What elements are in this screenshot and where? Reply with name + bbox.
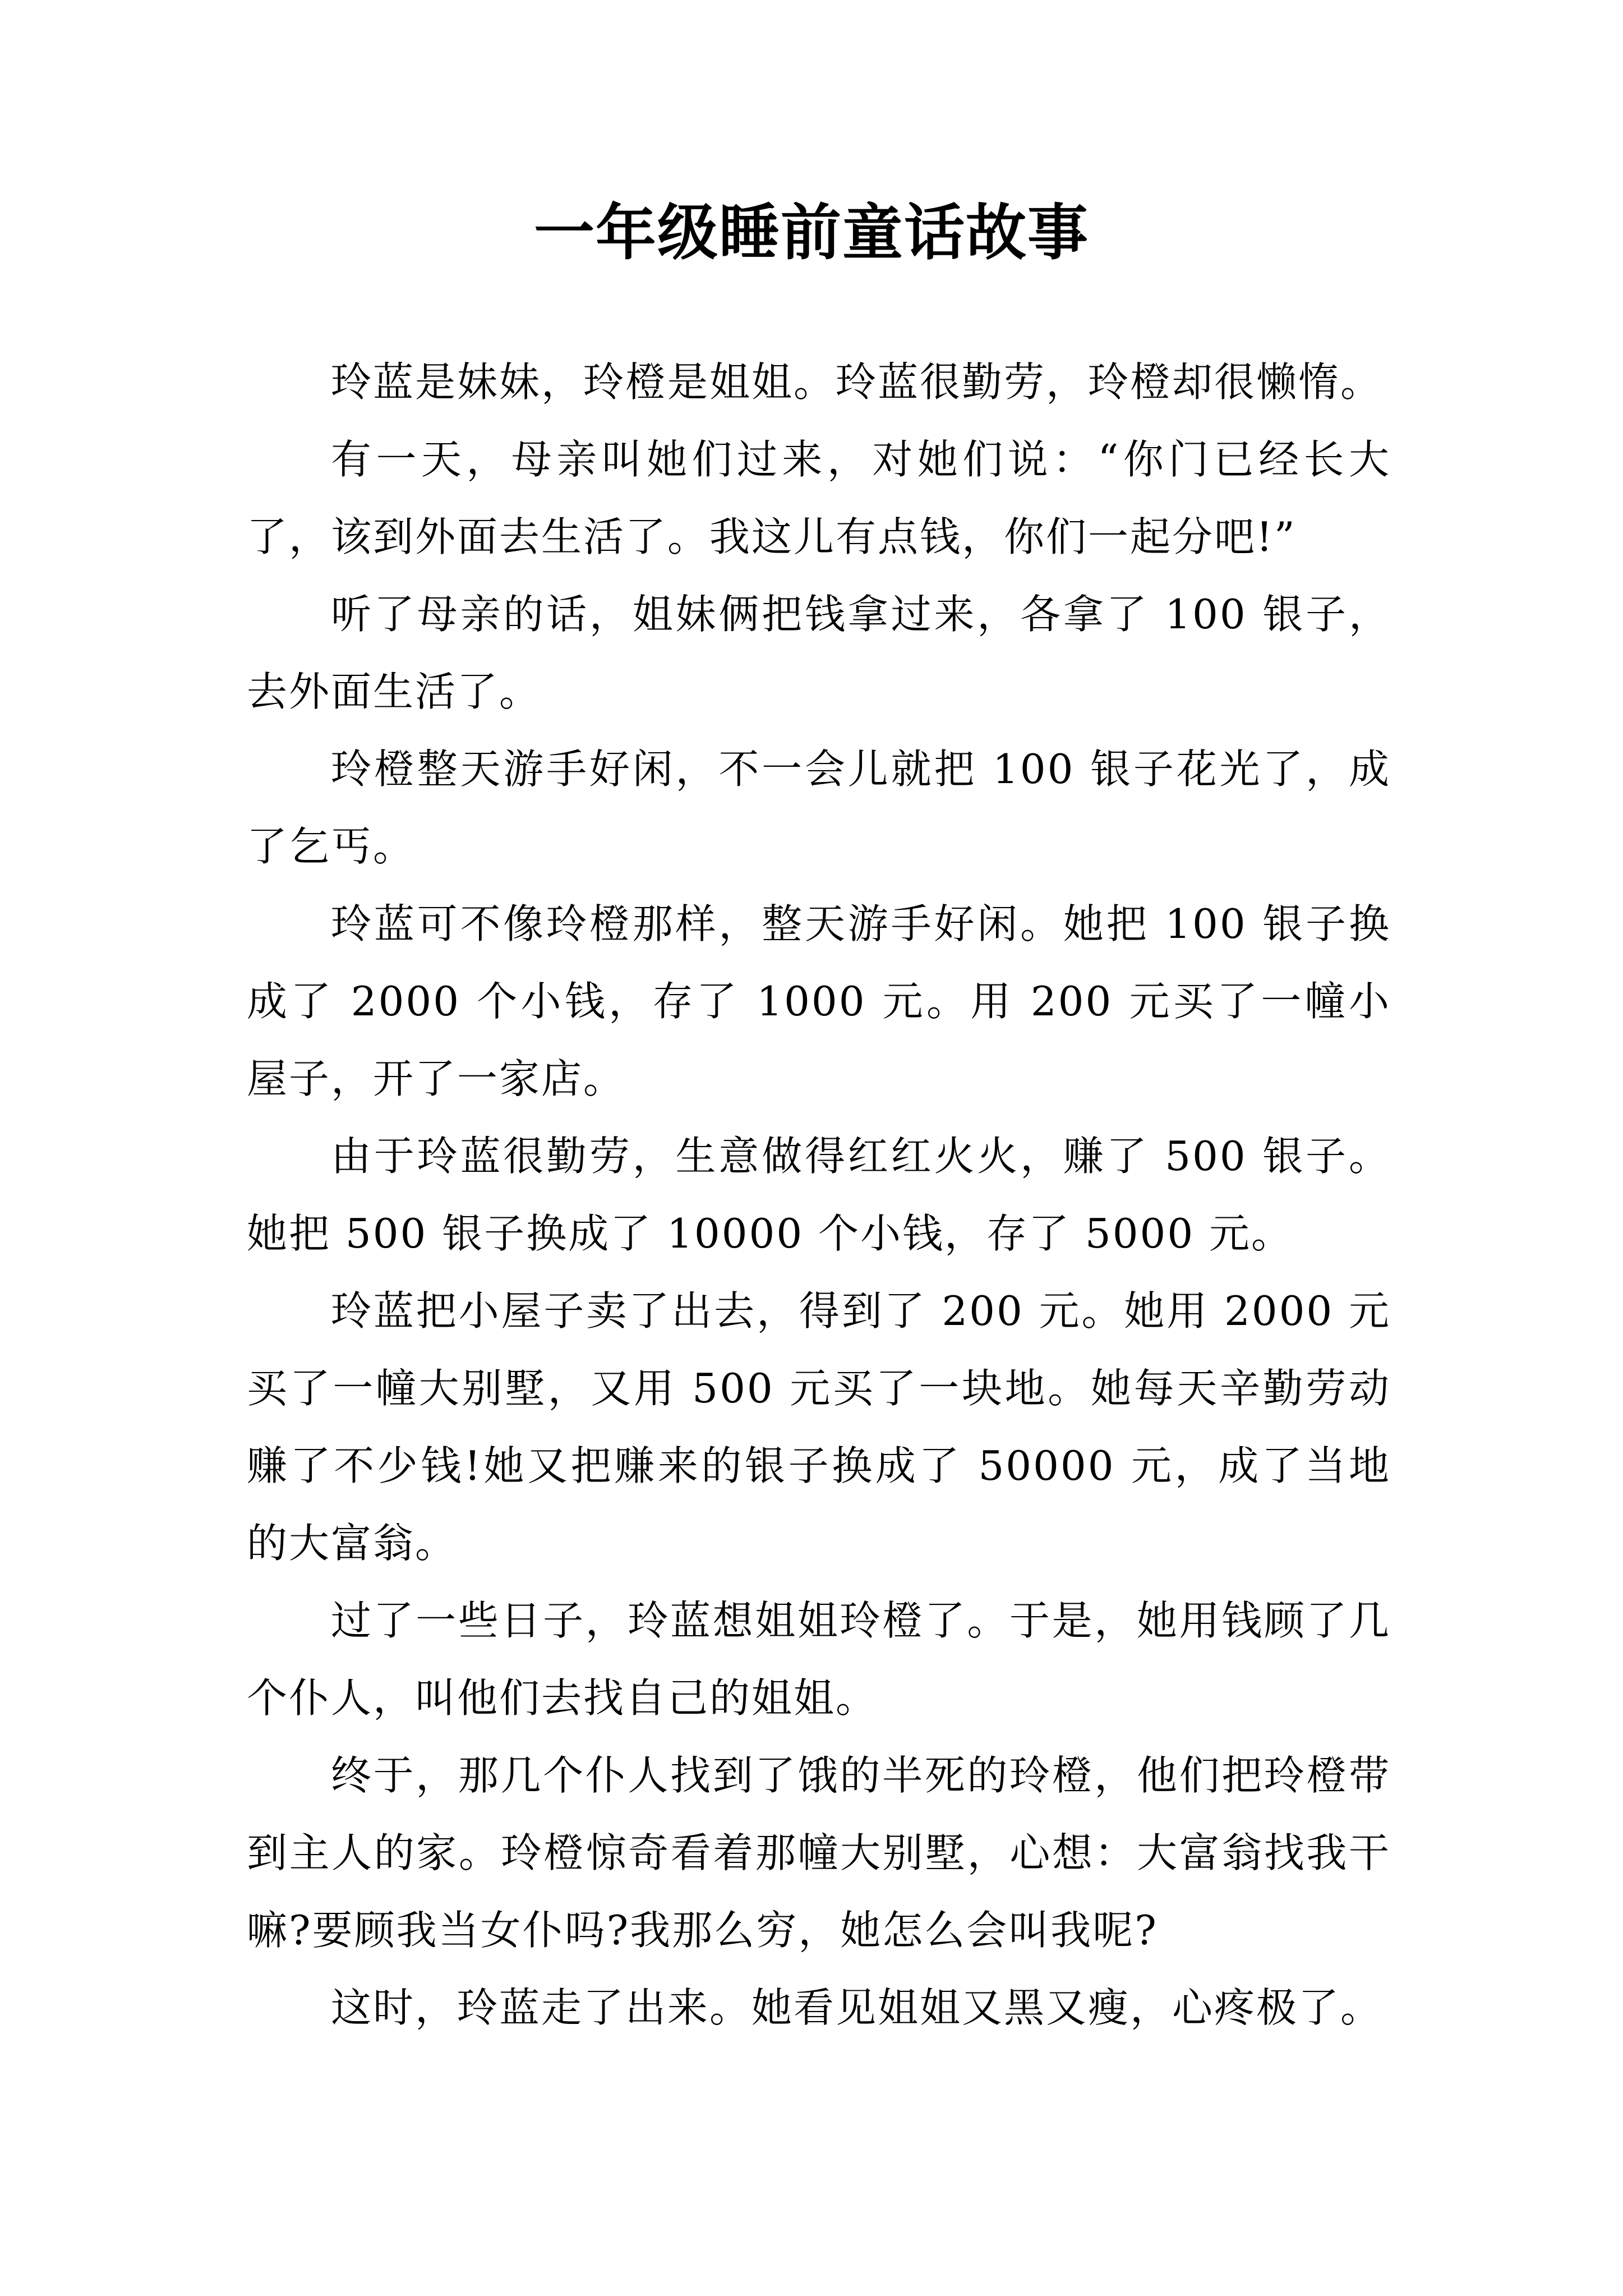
paragraph: 玲蓝是妹妹，玲橙是姐姐。玲蓝很勤劳，玲橙却很懒惰。 [331, 358, 1383, 406]
paragraph: 听了母亲的话，姐妹俩把钱拿过来，各拿了 100 银子，去外面生活了。 [247, 591, 1391, 715]
paragraph: 这时，玲蓝走了出来。她看见姐姐又黑又瘦，心疼极了。 [331, 1984, 1383, 2031]
paragraph: 玲橙整天游手好闲，不一会儿就把 100 银子花光了，成了乞丐。 [247, 746, 1391, 870]
paragraph: 由于玲蓝很勤劳，生意做得红红火火，赚了 500 银子。她把 500 银子换成了 10000 个小钱，存了 5000 元。 [247, 1133, 1391, 1257]
paragraph: 玲蓝可不像玲橙那样，整天游手好闲。她把 100 银子换成了 2000 个小钱，存了 1000 元。用 200 元买了一幢小屋子，开了一家店。 [247, 900, 1391, 1102]
document-title: 一年级睡前童话故事 [533, 197, 1089, 268]
paragraph: 玲蓝把小屋子卖了出去，得到了 200 元。她用 2000 元买了一幢大别墅，又用 500 元买了一块地。她每天辛勤劳动赚了不少钱!她又把赚来的银子换成了 50000 元，成了当地的大富翁。 [247, 1287, 1391, 1567]
paragraph: 终于，那几个仆人找到了饿的半死的玲橙，他们把玲橙带到主人的家。玲橙惊奇看着那幢大别墅，心想：大富翁找我干嘛?要顾我当女仆吗?我那么穷，她怎么会叫我呢? [247, 1752, 1391, 1954]
paragraph: 有一天，母亲叫她们过来，对她们说：“你门已经长大了，该到外面去生活了。我这儿有点钱，你们一起分吧!” [247, 436, 1391, 560]
paragraph: 过了一些日子，玲蓝想姐姐玲橙了。于是，她用钱顾了几个仆人，叫他们去找自己的姐姐。 [247, 1597, 1391, 1722]
document-body [247, 343, 1391, 2046]
